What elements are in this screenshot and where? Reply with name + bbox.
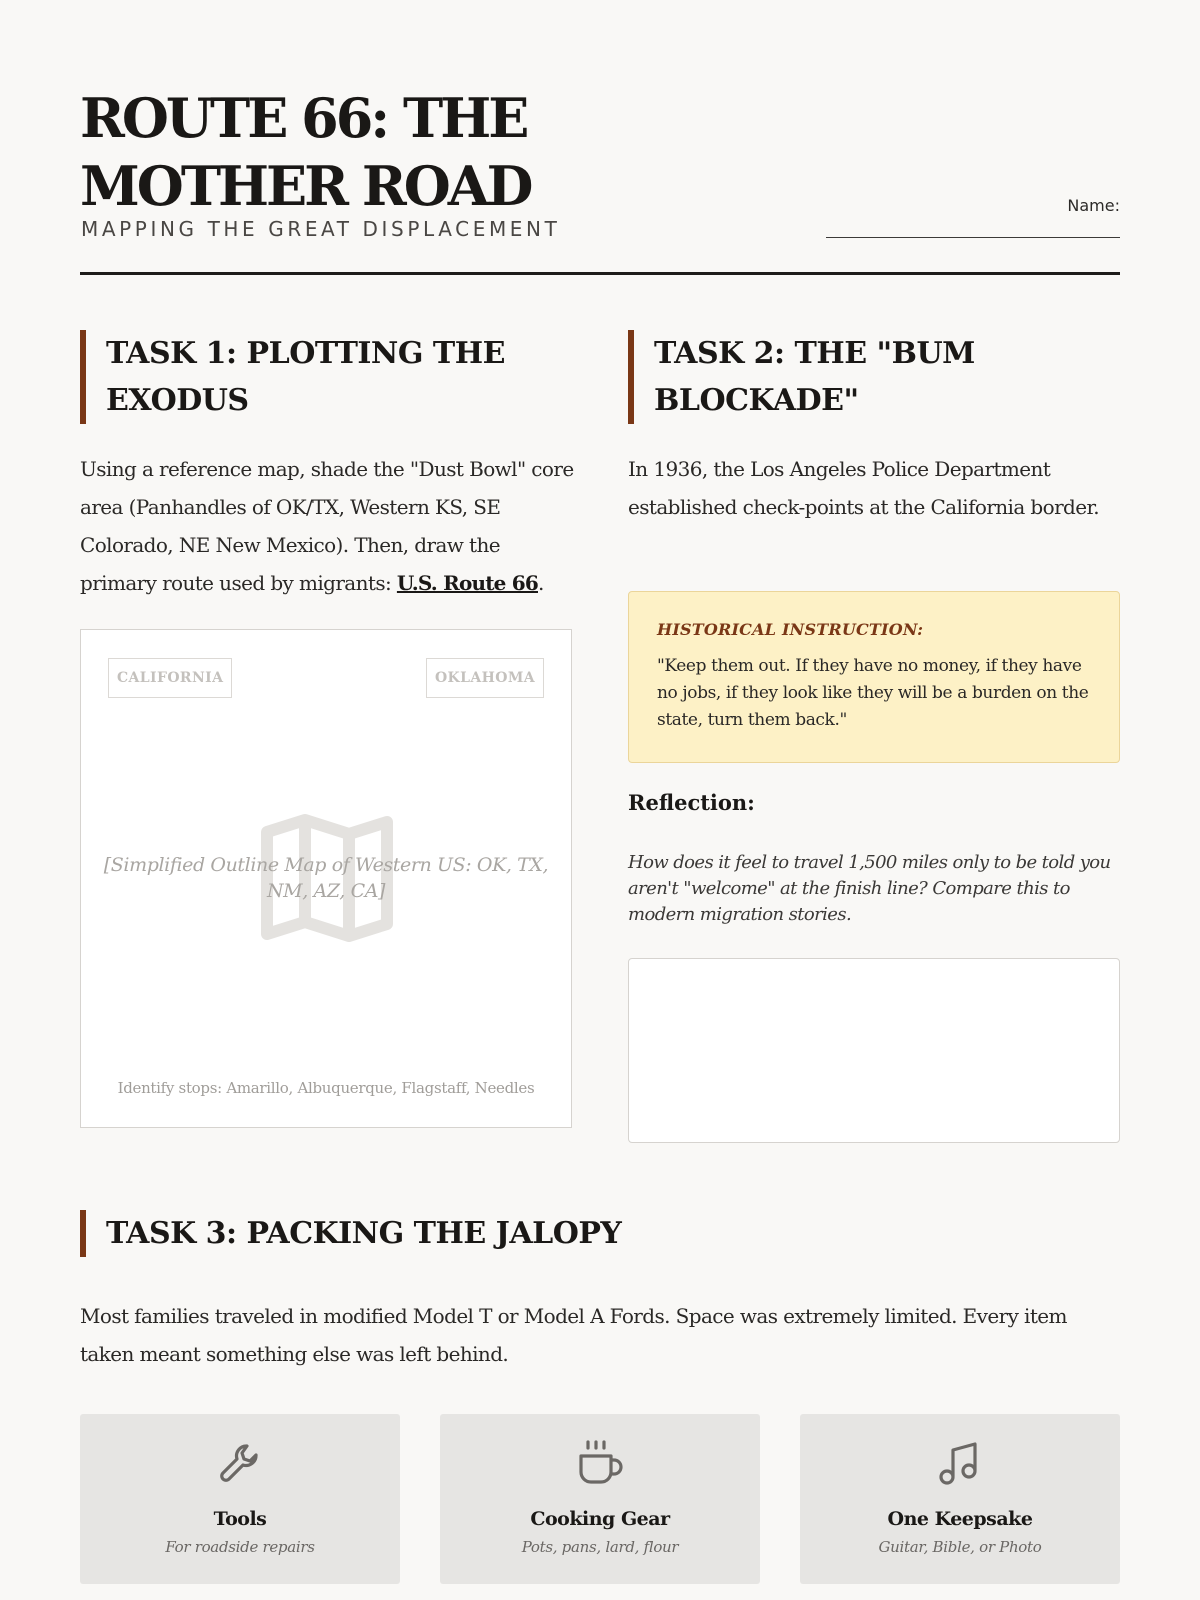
callout-label: HISTORICAL INSTRUCTION: xyxy=(657,620,924,639)
task2-heading: TASK 2: THE "BUM BLOCKADE" xyxy=(628,330,1094,424)
card-subtitle: Pots, pans, lard, flour xyxy=(521,1538,679,1556)
reflection-answer-box[interactable] xyxy=(628,958,1120,1143)
historical-instruction-callout xyxy=(628,591,1120,763)
map-drawing-area[interactable] xyxy=(80,629,572,1128)
music-note-icon xyxy=(936,1438,984,1492)
task2-intro: In 1936, the Los Angeles Police Department established check-points at the California border. xyxy=(628,457,1099,519)
map-placeholder-text: [Simplified Outline Map of Western US: OK, TX, NM, AZ, CA] xyxy=(103,854,549,902)
name-label: Name: xyxy=(1067,196,1120,215)
task3-intro: Most families traveled in modified Model T or Model A Fords. Space was extremely limited. Every item taken meant something else was left behind. xyxy=(80,1304,1067,1366)
wrench-icon xyxy=(216,1438,264,1492)
card-subtitle: Guitar, Bible, or Photo xyxy=(878,1538,1042,1556)
task1-heading: TASK 1: PLOTTING THE EXODUS xyxy=(80,330,546,424)
card-title: Tools xyxy=(213,1508,267,1530)
state-label-oklahoma: OKLAHOMA xyxy=(426,658,544,698)
name-field[interactable] xyxy=(826,196,1120,238)
map-stops-text: Identify stops: Amarillo, Albuquerque, Flagstaff, Needles xyxy=(117,1079,535,1097)
card-subtitle: For roadside repairs xyxy=(165,1538,315,1556)
task1-instructions-text: Using a reference map, shade the "Dust Bowl" core area (Panhandles of OK/TX, Western KS, SE Colorado, NE New Mexico). Then, draw the primary route used by migrants: xyxy=(80,457,574,595)
packing-item-card[interactable] xyxy=(440,1414,760,1584)
coffee-cup-icon xyxy=(576,1438,624,1492)
card-title: One Keepsake xyxy=(887,1508,1033,1530)
name-blank-line[interactable] xyxy=(826,225,1120,238)
page-title: ROUTE 66: THE MOTHER ROAD xyxy=(80,86,531,218)
packing-item-card[interactable] xyxy=(800,1414,1120,1584)
header-divider xyxy=(80,272,1120,275)
route-66-label: U.S. Route 66 xyxy=(396,571,538,595)
state-label-california: CALIFORNIA xyxy=(108,658,232,698)
callout-quote: "Keep them out. If they have no money, if they have no jobs, if they look like they will be a burden on the state, turn them back." xyxy=(657,656,1089,730)
reflection-heading: Reflection: xyxy=(628,790,755,815)
task1-instructions xyxy=(80,450,580,602)
task3-heading: TASK 3: PACKING THE JALOPY xyxy=(80,1210,906,1257)
reflection-prompt: How does it feel to travel 1,500 miles only to be told you aren't "welcome" at the finish line? Compare this to modern migration stories. xyxy=(628,852,1111,925)
task1-instructions-end: . xyxy=(538,571,544,595)
card-title: Cooking Gear xyxy=(530,1508,670,1530)
packing-item-card[interactable] xyxy=(80,1414,400,1584)
page-subtitle: MAPPING THE GREAT DISPLACEMENT xyxy=(81,217,561,241)
